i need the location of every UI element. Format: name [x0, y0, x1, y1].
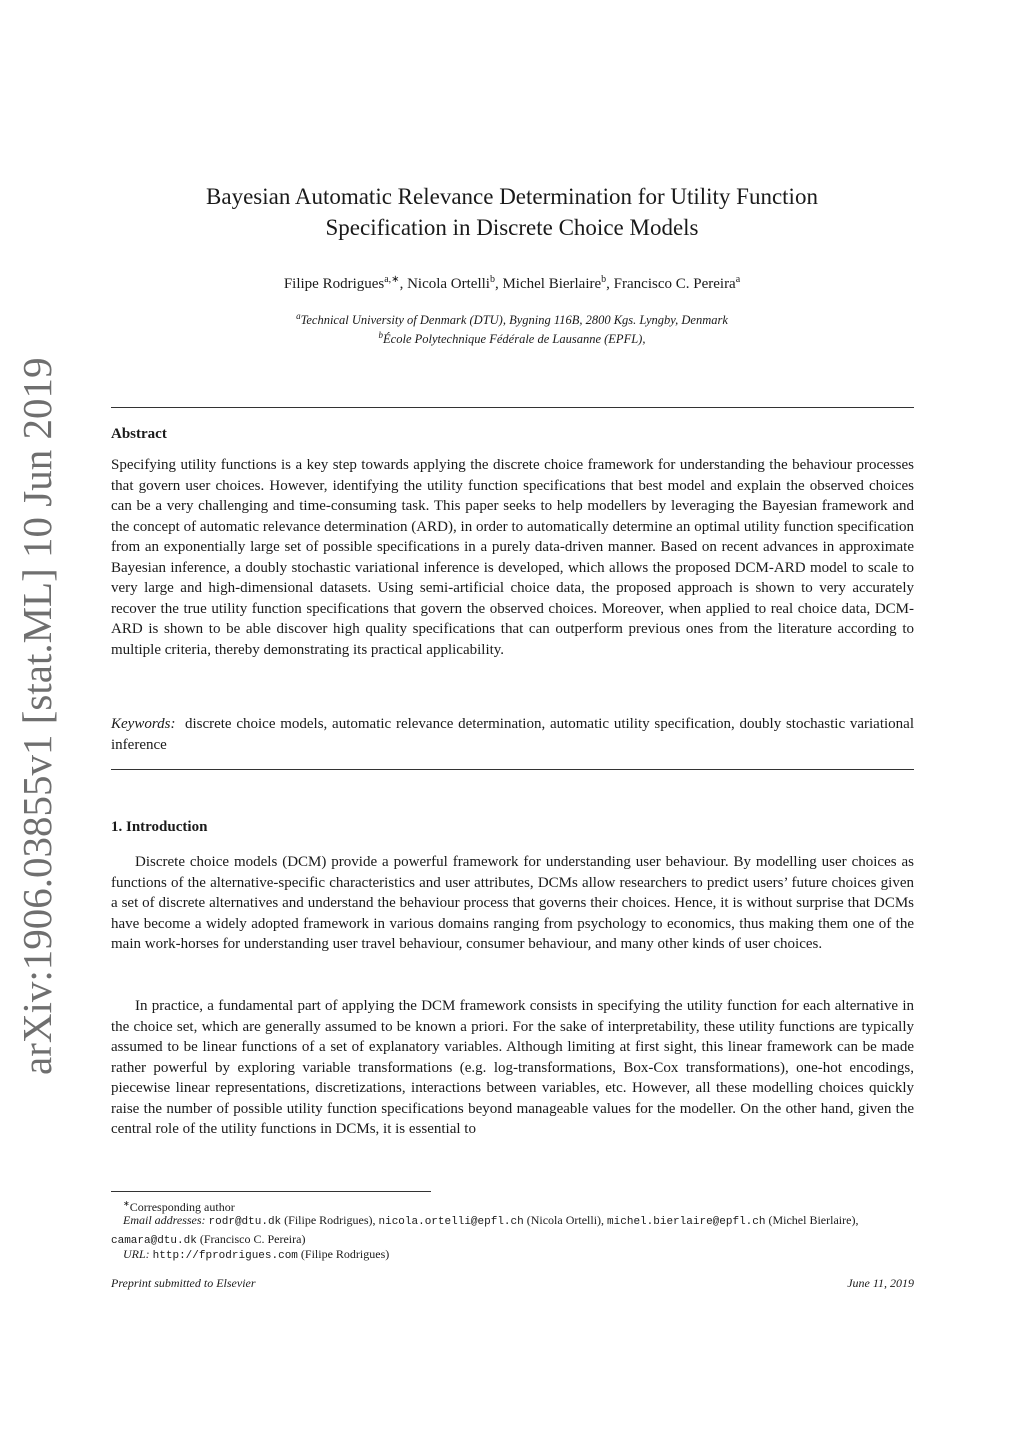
email-owner: (Nicola Ortelli), [523, 1213, 608, 1227]
author-separator: , [494, 276, 503, 292]
author-separator: , [606, 276, 614, 292]
email-owner: (Filipe Rodrigues), [281, 1213, 379, 1227]
author-affiliation-mark: b [601, 274, 607, 285]
author-affiliation-mark: a [735, 274, 741, 285]
author-separator: , [399, 276, 408, 292]
footer-date: June 11, 2019 [847, 1276, 914, 1290]
affiliation-mark: a [296, 311, 301, 321]
keywords [111, 714, 914, 755]
author-name: Filipe Rodrigues [283, 276, 385, 292]
footnote-text: Corresponding author [129, 1200, 235, 1214]
email-link[interactable]: michel.bierlaire@epfl.ch [607, 1216, 766, 1228]
paper-title-line-2: Specification in Discrete Choice Models [325, 215, 699, 240]
footer-preprint-note: Preprint submitted to Elsevier [111, 1276, 256, 1290]
paper-title-line-1: Bayesian Automatic Relevance Determination for Utility Function [206, 184, 818, 209]
affiliation-text: École Polytechnique Fédérale de Lausanne (EPFL), [383, 332, 646, 347]
footnote-rule [111, 1191, 431, 1192]
intro-paragraph-2: In practice, a fundamental part of applying the DCM framework consists in specifying the utility function for each alternative in the choice set, which are generally assumed to be known a priori. For the sake of interpretability, these utility functions are typically assumed to be linear functions of a set of explanatory variables. Although limiting at first sight, this linear framework can be made rather powerful by exploring variable transformations (e.g. log-transformations, Box-Cox transformations), one-hot encodings, piecewise linear representations, discretizations, interactions between variables, etc. However, all these modelling choices quickly raise the number of possible utility function specifications beyond manageable values for the modeller. On the other hand, given the central role of the utility functions in DCMs, it is essential to [111, 998, 914, 1137]
email-label: Email addresses: [123, 1213, 206, 1227]
affiliation-a [0, 311, 1024, 328]
footnote-emails [111, 1212, 914, 1250]
email-link[interactable]: nicola.ortelli@epfl.ch [378, 1216, 524, 1228]
author-affiliation-mark: b [489, 274, 495, 285]
abstract-body: Specifying utility functions is a key step towards applying the discrete choice framework for understanding the behaviour processes that govern user choices. However, identifying the utility function specifications that best model and explain the observed choices can be a very challenging and time-consuming task. This paper seeks to help modellers by leveraging the Bayesian framework and the concept of automatic relevance determination (ARD), in order to automatically determine an optimal utility function specification from an exponentially large set of possible specifications in a purely data-driven manner. Based on recent advances in approximate Bayesian inference, a doubly stochastic variational inference is developed, which allows the proposed DCM-ARD model to scale to very large and high-dimensional datasets. Using semi-artificial choice data, the proposed approach is shown to very accurately recover the true utility function specifications that govern the observed choices. Moreover, when applied to real choice data, DCM-ARD is shown to be able discover high quality specifications that can outperform previous ones from the literature according to multiple criteria, thereby demonstrating its practical applicability. [111, 457, 914, 658]
abstract-bottom-rule [111, 769, 914, 770]
author-affiliation-mark: a,∗ [384, 274, 400, 285]
affiliation-text: Technical University of Denmark (DTU), Bygning 116B, 2800 Kgs. Lyngby, Denmark [300, 313, 728, 328]
url-owner: (Filipe Rodrigues) [297, 1247, 390, 1261]
email-link[interactable]: rodr@dtu.dk [208, 1216, 282, 1228]
email-owner: (Francisco C. Pereira) [196, 1232, 306, 1246]
author-name: Nicola Ortelli [407, 276, 490, 292]
footnote-url [111, 1246, 914, 1265]
email-link[interactable]: camara@dtu.dk [111, 1235, 197, 1247]
abstract-top-rule [111, 407, 914, 408]
url-link[interactable]: http://fprodrigues.com [152, 1250, 298, 1262]
keywords-label: Keywords: [111, 716, 176, 732]
keywords-list: discrete choice models, automatic relevance determination, automatic utility specification, doubly stochastic variational inference [111, 716, 914, 753]
footnote-mark: ∗ [123, 1199, 130, 1208]
url-label: URL: [123, 1247, 150, 1261]
intro-paragraph-1: Discrete choice models (DCM) provide a powerful framework for understanding user behaviour. By modelling user choices as functions of the alternative-specific characteristics and user attributes, DCMs allow researchers to predict users’ future choices given a set of discrete alternatives and understand the behaviour process that governs their choices. Hence, it is without surprise that DCMs have become a widely adopted framework in various domains ranging from psychology to economics, thus making them one of the main work-horses for understanding user travel behaviour, consumer behaviour, and many other kinds of user choices. [111, 854, 914, 952]
author-name: Francisco C. Pereira [613, 276, 736, 292]
abstract-heading: Abstract [111, 426, 167, 442]
affiliation-mark: b [378, 330, 384, 340]
email-owner: (Michel Bierlaire), [765, 1213, 859, 1227]
section-heading-introduction: 1. Introduction [111, 819, 208, 835]
affiliation-b [0, 330, 1024, 347]
author-list [0, 274, 1024, 293]
author-name: Michel Bierlaire [502, 276, 602, 292]
arxiv-identifier-stamp: arXiv:1906.03855v1 [stat.ML] 10 Jun 2019 [14, 357, 60, 1075]
